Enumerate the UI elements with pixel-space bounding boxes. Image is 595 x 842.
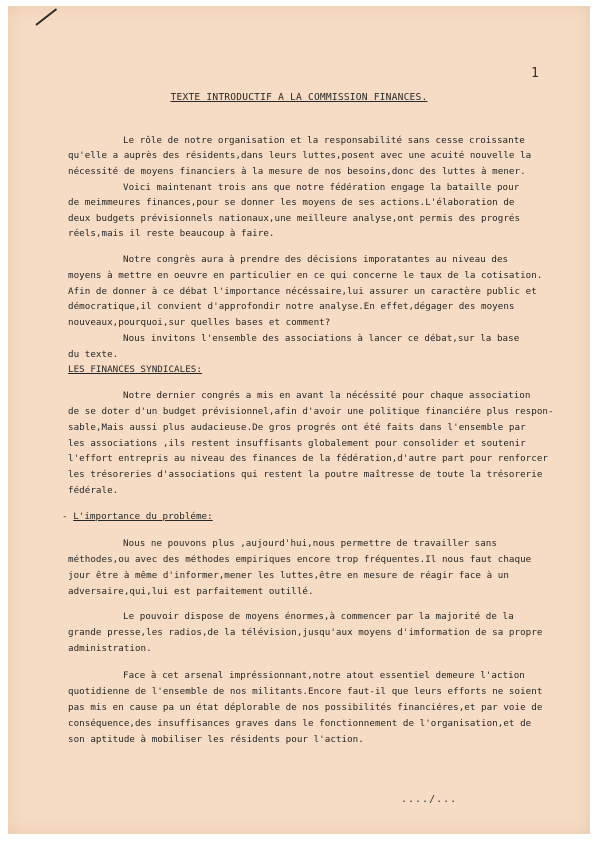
- body-line: de meimmeures finances,pour se donner les moyens de ses actions.L'élaboration de: [68, 197, 515, 208]
- body-line: conséquence,des insuffisances graves dans le fonctionnement de l'organisation,et de: [68, 718, 532, 729]
- subsection-title: L'importance du probléme:: [73, 511, 213, 522]
- body-line: l'effort entrepris au niveau des finances de la fédération,d'autre part pour renforcer: [68, 453, 548, 464]
- body-line: nouveaux,pourquoi,sur quelles bases et comment?: [68, 317, 331, 328]
- pen-mark: [35, 8, 57, 26]
- body-line: Nous ne pouvons plus ,aujourd'hui,nous permettre de travailler sans: [123, 538, 497, 549]
- body-line: moyens à mettre en oeuvre en particulier en ce qui concerne le taux de la cotisation.: [68, 270, 543, 281]
- body-line: réels,mais il reste beaucoup à faire.: [68, 228, 275, 239]
- body-line: deux budgets prévisionnels nationaux,une meilleure analyse,ont permis des progrés: [68, 213, 521, 224]
- body-line: jour être à même d'informer,mener les luttes,être en mesure de réagir face à un: [68, 570, 509, 581]
- body-line: administration.: [68, 643, 152, 654]
- document-page: [8, 6, 590, 834]
- body-line: les associations ,ils restent insuffisants globalement pour consolider et soutenir: [68, 438, 526, 449]
- continuation-marker: ..../...: [401, 794, 458, 805]
- body-line: Notre dernier congrés a mis en avant la nécéssité pour chaque association: [123, 390, 531, 401]
- body-line: grande presse,les radios,de la télévision,jusqu'aux moyens d'imformation de sa propre: [68, 627, 543, 638]
- body-line: démocratique,il convient d'approfondir notre analyse.En effet,dégager des moyens: [68, 301, 515, 312]
- body-line: les trésoreries d'associations qui restent la poutre maîtresse de toute la trésorerie: [68, 469, 543, 480]
- body-line: méthodes,ou avec des méthodes empiriques encore trop fréquentes.Il nous faut chaque: [68, 554, 532, 565]
- body-line: de se doter d'un budget prévisionnel,afin d'avoir une politique financiére plus respon-: [68, 406, 554, 417]
- body-line: pas mis en cause pa un état déplorable de nos possibilités financiéres,et par voie de: [68, 702, 543, 713]
- body-line: Nous invitons l'ensemble des associations à lancer ce débat,sur la base: [123, 333, 520, 344]
- list-bullet: -: [62, 511, 68, 522]
- body-line: du texte.: [68, 349, 119, 360]
- document-title: TEXTE INTRODUCTIF A LA COMMISSION FINANCES.: [170, 92, 428, 103]
- body-line: Face à cet arsenal impréssionnant,notre atout essentiel demeure l'action: [123, 670, 525, 681]
- body-line: sable,Mais aussi plus audacieuse.De gros progrés ont été faits dans l'ensemble par: [68, 422, 526, 433]
- section-heading: LES FINANCES SYNDICALES:: [68, 364, 202, 375]
- body-line: nécessité de moyens financiers à la mesure de nos besoins,donc des luttes à mener.: [68, 166, 526, 177]
- body-line: fédérale.: [68, 485, 119, 496]
- body-line: Notre congrès aura à prendre des décisions imporatantes au niveau des: [123, 254, 509, 265]
- body-line: Voici maintenant trois ans que notre fédération engage la bataille pour: [123, 182, 520, 193]
- body-line: Le pouvoir dispose de moyens énormes,à commencer par la majorité de la: [123, 611, 514, 622]
- page-number: 1: [531, 66, 539, 81]
- body-line: Le rôle de notre organisation et la responsabilité sans cesse croissante: [123, 135, 525, 146]
- body-line: adversaire,qui,lui est parfaitement outillé.: [68, 586, 314, 597]
- body-line: qu'elle a auprès des résidents,dans leurs luttes,posent avec une acuité nouvelle la: [68, 150, 532, 161]
- body-line: son aptitude à mobiliser les résidents pour l'action.: [68, 734, 364, 745]
- body-line: quotidienne de l'ensemble de nos militants.Encore faut-il que leurs efforts ne soient: [68, 686, 543, 697]
- body-line: Afin de donner à ce débat l'importance nécéssaire,lui assurer un caractère public et: [68, 286, 537, 297]
- subsection-heading: [62, 511, 213, 522]
